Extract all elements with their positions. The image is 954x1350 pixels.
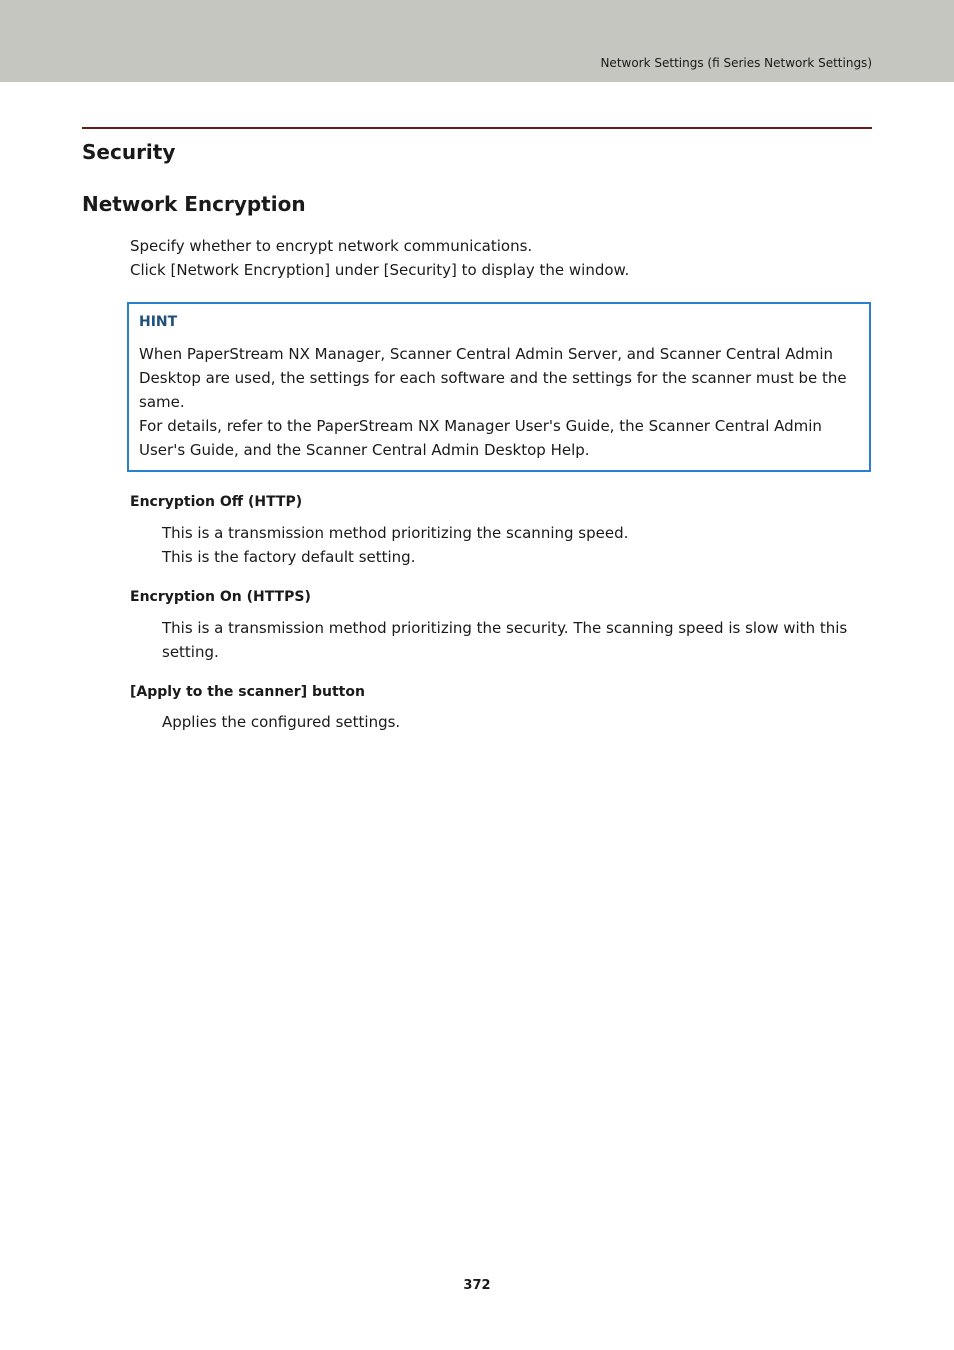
section-title: Security: [82, 140, 176, 164]
page-number: 372: [463, 1278, 491, 1293]
description-line: This is a transmission method prioritizing the security. The scanning speed is slow with this setting.: [162, 619, 848, 661]
option-term-apply-button: [Apply to the scanner] button: [130, 684, 365, 700]
option-term-encryption-off: Encryption Off (HTTP): [130, 494, 303, 510]
hint-paragraph: For details, refer to the PaperStream NX Manager User's Guide, the Scanner Central Admin User's Guide, and the Scanner Central Admin Desktop Help.: [139, 417, 822, 459]
intro-line: Click [Network Encryption] under [Security] to display the window.: [130, 261, 630, 279]
option-description-encryption-on: [162, 616, 862, 664]
description-line: Applies the configured settings.: [162, 713, 401, 731]
page-header-band: [0, 0, 954, 82]
option-description-encryption-off: [162, 521, 862, 569]
option-description-apply-button: [162, 710, 862, 734]
running-header-title: Network Settings (fi Series Network Settings): [600, 56, 872, 70]
intro-line: Specify whether to encrypt network communications.: [130, 237, 533, 255]
hint-paragraph: When PaperStream NX Manager, Scanner Central Admin Server, and Scanner Central Admin Desktop are used, the settings for each software and the settings for the scanner must be the same.: [139, 345, 847, 411]
hint-label: HINT: [139, 314, 178, 330]
option-term-encryption-on: Encryption On (HTTPS): [130, 589, 311, 605]
description-line: This is a transmission method prioritizing the scanning speed.: [162, 524, 629, 542]
intro-text: [130, 234, 870, 282]
section-divider: [82, 127, 872, 129]
description-line: This is the factory default setting.: [162, 548, 416, 566]
hint-box: [127, 302, 871, 472]
subsection-title: Network Encryption: [82, 192, 306, 216]
hint-body: [139, 342, 854, 462]
